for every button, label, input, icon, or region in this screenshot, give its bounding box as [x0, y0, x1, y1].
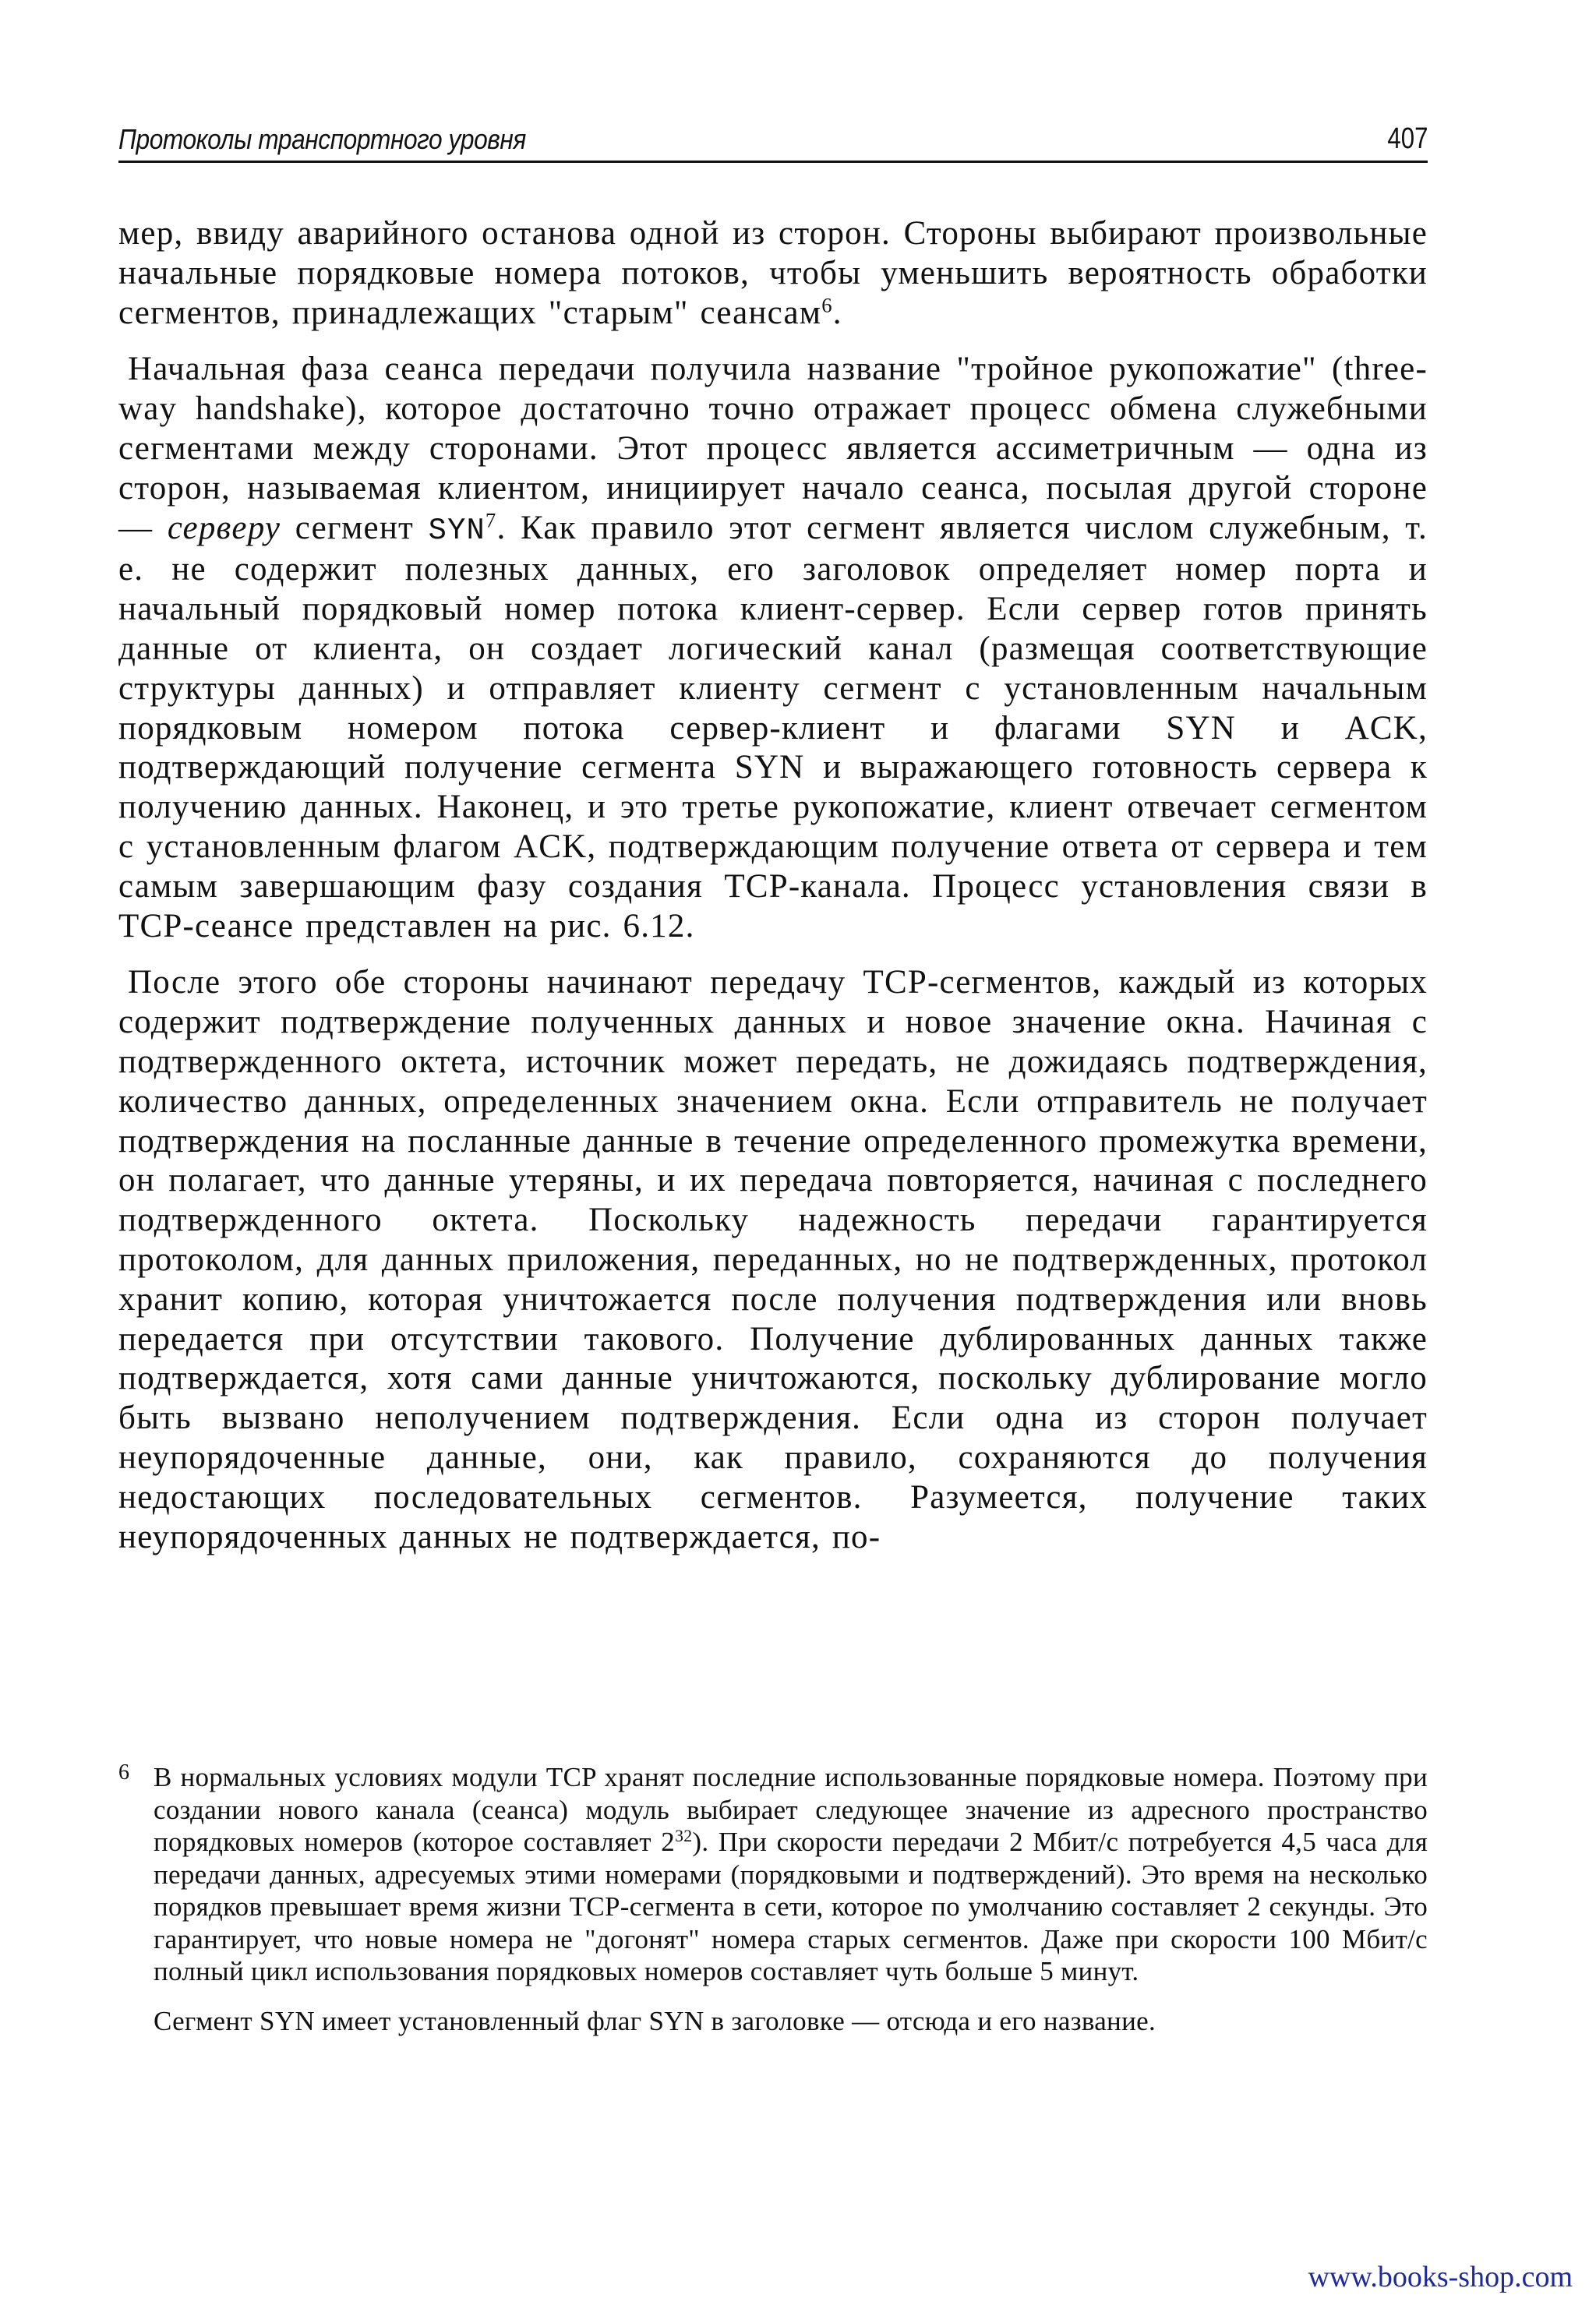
- footnote-7-text: Сегмент SYN имеет установленный флаг SYN в заголовке — отсюда и его название.: [154, 2005, 1156, 2036]
- footnote-ref-6: 6: [821, 292, 833, 316]
- paragraph-2-text-b: сегмент: [281, 509, 429, 546]
- paragraph-1-end: .: [832, 294, 842, 331]
- watermark-link[interactable]: www.books-shop.com: [1308, 2261, 1573, 2293]
- footnote-6-text-b: ). При скорости передачи 2 Мбит/с потребуется 4,5 часа для передачи данных, адресуемых этими номерами (порядковыми и подтверждений). Это время на несколько порядков превышает время жизни TCP-сегмента в сети, которое по умолчанию составляет 2 секунды. Это гарантирует, что новые номера не "догонят" номера старых сегментов. Даже при скорости 100 Мбит/с полный цикл использования порядковых номеров составляет чуть больше 5 минут.: [154, 1827, 1428, 1986]
- paragraph-2: [118, 350, 1428, 946]
- page-number: 407: [1387, 122, 1428, 155]
- paragraph-3-text: После этого обе стороны начинают передачу TCP-сегментов, каждый из которых содержит подтверждение полученных данных и новое значение окна. Начиная с подтвержденного октета, источник может передать, не дожидаясь подтверждения, количество данных, определенных значением окна. Если отправитель не получает подтверждения на посланные данные в течение определенного промежутка времени, он полагает, что данные утеряны, и их передача повторяется, начиная с последнего подтвержденного октета. Поскольку надежность передачи гарантируется протоколом, для данных приложения, переданных, но не подтвержденных, протокол хранит копию, которая уничтожается после получения подтверждения или вновь передается при отсутствии такового. Получение дублированных данных также подтверждается, хотя сами данные уничтожаются, поскольку дублирование могло быть вызвано неполучением подтверждения. Если одна из сторон получает неупорядоченные данные, они, как правило, сохраняются до получения недостающих последовательных сегментов. Разумеется, получение таких неупорядоченных данных не подтверждается, по-: [118, 964, 1428, 1555]
- footnote-6-text-a: В нормальных условиях модули TCP хранят последние использованные порядковые номера. Поэтому при создании нового канала (сеанса) модуль выбирает следующее значение из адресного пространство порядковых номеров (которое составляет 2: [154, 1762, 1428, 1857]
- footnote-7: [118, 2005, 1428, 2038]
- paragraph-1-text: мер, ввиду аварийного останова одной из сторон. Стороны выбирают произвольные начальные порядковые номера потоков, чтобы уменьшить вероятность обработки сегментов, принадлежащих "старым" сеансам: [118, 215, 1428, 331]
- running-header-title: Протоколы транспортного уровня: [118, 123, 526, 155]
- footnote-6-mark: 6: [118, 1760, 130, 1785]
- paragraph-2-text-c: . Как правило этот сегмент является числом служебным, т. е. не содержит полезных данных, его заголовок определяет номер порта и начальный порядковый номер потока клиент-сервер. Если сервер готов принять данные от клиента, он создает логический канал (размещая соответствующие структуры данных) и отправляет клиенту сегмент с установленным начальным порядковым номером потока сервер-клиент и флагами SYN и ACK, подтверждающий получение сегмента SYN и выражающего готовность сервера к получению данных. Наконец, и это третье рукопожатие, клиент отвечает сегментом с установленным флагом ACK, подтверждающим получение ответа от сервера и тем самым завершающим фазу создания TCP-канала. Процесс установления связи в TCP-сеансе представлен на рис. 6.12.: [118, 509, 1428, 944]
- footnote-ref-7: 7: [485, 507, 497, 531]
- code-syn: SYN: [428, 513, 486, 548]
- footnote-6: [118, 1761, 1428, 1988]
- running-header: [118, 117, 1428, 163]
- paragraph-2-text-a: Начальная фаза сеанса передачи получила название "тройное рукопожатие" (three-way handshake), которое достаточно точно отражает процесс обмена служебными сегментами между сторонами. Этот процесс является ассиметричным — одна из сторон, называемая клиентом, инициирует начало сеанса, посылая другой стороне —: [118, 351, 1428, 546]
- paragraph-3: [118, 963, 1428, 1557]
- italic-term-server: серверу: [167, 509, 281, 546]
- footnote-6-exponent: 32: [675, 1827, 693, 1846]
- body-text: [118, 214, 1428, 1574]
- paragraph-1: [118, 214, 1428, 333]
- footnotes: [118, 1761, 1428, 2054]
